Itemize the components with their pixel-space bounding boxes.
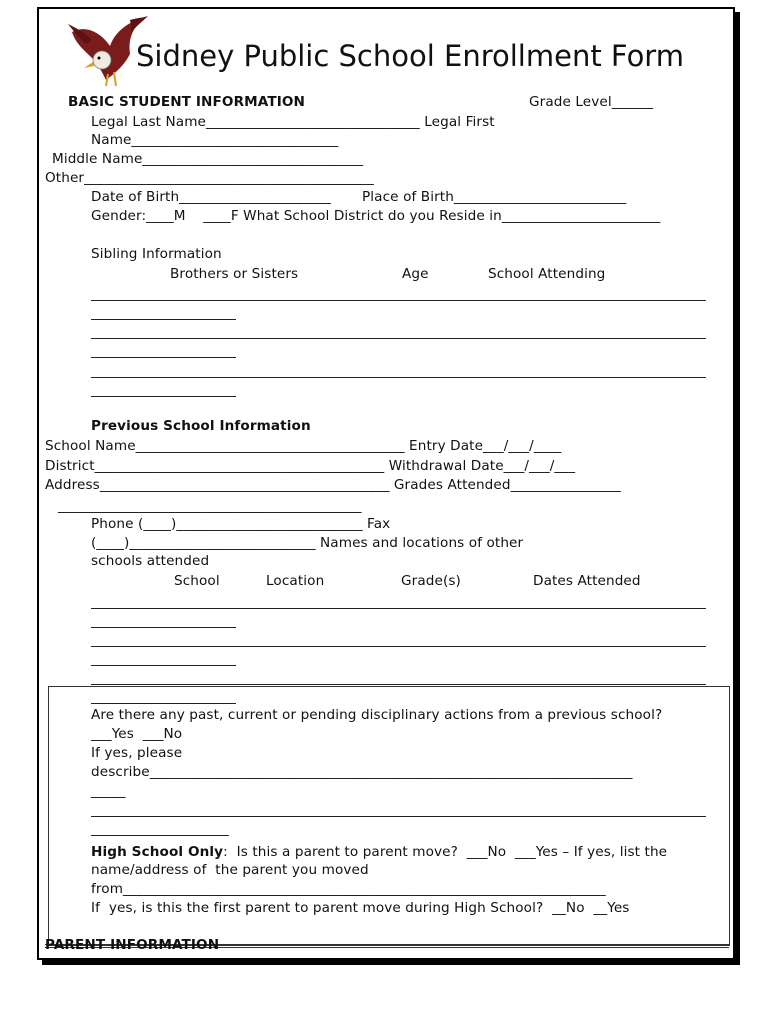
prev-col-dates: Dates Attended (533, 573, 641, 589)
district-withdrawal-date-field[interactable]: District__________________________________________ Withdrawal Date___/___/___ (45, 458, 576, 474)
discipline-describe-field[interactable]: describe______________________________________________________________________ (91, 764, 633, 780)
discipline-entry-short-line[interactable]: ____________________ (91, 821, 229, 837)
schools-attended-label: schools attended (91, 553, 210, 569)
discipline-describe-continued[interactable]: _____ (91, 783, 126, 799)
other-school-entry-line[interactable] (91, 608, 706, 609)
previous-school-heading: Previous School Information (91, 418, 311, 434)
sibling-entry-line[interactable] (91, 300, 706, 301)
legal-last-name-field[interactable]: Legal Last Name_______________________________ Legal First (91, 114, 495, 130)
middle-name-field[interactable]: Middle Name________________________________ (52, 151, 364, 167)
prev-col-location: Location (266, 573, 325, 589)
address-continued-field[interactable]: ____________________________________________ (58, 498, 362, 514)
discipline-entry-line[interactable] (91, 816, 706, 817)
sibling-col-name: Brothers or Sisters (170, 266, 299, 282)
discipline-if-yes-label: If yes, please (91, 745, 183, 761)
gender-district-field[interactable]: Gender:____M ____F What School District do you Reside in_______________________ (91, 208, 661, 224)
sibling-entry-line[interactable] (91, 319, 236, 320)
high-school-only-question (91, 844, 667, 861)
discipline-yes-no-options[interactable]: ___Yes ___No (91, 726, 183, 742)
form-title: Sidney Public School Enrollment Form (136, 39, 684, 73)
sibling-entry-line[interactable] (91, 357, 236, 358)
sibling-entry-line[interactable] (91, 396, 236, 397)
discipline-question: Are there any past, current or pending disciplinary actions from a previous school? (91, 707, 663, 723)
parent-info-heading: PARENT INFORMATION (45, 937, 220, 953)
sibling-col-school: School Attending (488, 266, 606, 282)
prev-col-school: School (174, 573, 220, 589)
place-of-birth-field[interactable]: Place of Birth_________________________ (362, 189, 627, 205)
address-grades-attended-field[interactable]: Address__________________________________________ Grades Attended________________ (45, 477, 621, 493)
legal-first-name-field[interactable]: Name______________________________ (91, 132, 339, 148)
parent-move-question[interactable]: : Is this a parent to parent move? ___No ___Yes – If yes, list the (223, 844, 668, 860)
sibling-entry-line[interactable] (91, 338, 706, 339)
other-school-entry-line[interactable] (91, 646, 706, 647)
date-of-birth-field[interactable]: Date of Birth______________________ (91, 189, 331, 205)
school-name-entry-date-field[interactable]: School Name_______________________________________ Entry Date___/___/____ (45, 438, 562, 454)
sibling-entry-line[interactable] (91, 377, 706, 378)
high-school-only-label: High School Only (91, 844, 224, 860)
phone-field[interactable]: Phone (____)___________________________ Fax (91, 516, 391, 532)
basic-info-heading: BASIC STUDENT INFORMATION (68, 94, 305, 110)
parent-moved-from-field[interactable]: from______________________________________________________________________ (91, 881, 606, 897)
other-name-field[interactable]: Other__________________________________________ (45, 170, 374, 186)
prev-col-grades: Grade(s) (401, 573, 461, 589)
fax-field[interactable]: (____)___________________________ Names and locations of other (91, 535, 524, 551)
first-parent-move-question[interactable]: If yes, is this the first parent to parent move during High School? __No __Yes (91, 900, 630, 916)
other-school-entry-line[interactable] (91, 627, 236, 628)
sibling-info-heading: Sibling Information (91, 246, 222, 262)
sibling-col-age: Age (402, 266, 429, 282)
other-school-entry-line[interactable] (91, 684, 706, 685)
parent-moved-from-label: name/address of the parent you moved (91, 862, 369, 878)
grade-level-field[interactable]: Grade Level______ (529, 94, 654, 110)
other-school-entry-line[interactable] (91, 665, 236, 666)
